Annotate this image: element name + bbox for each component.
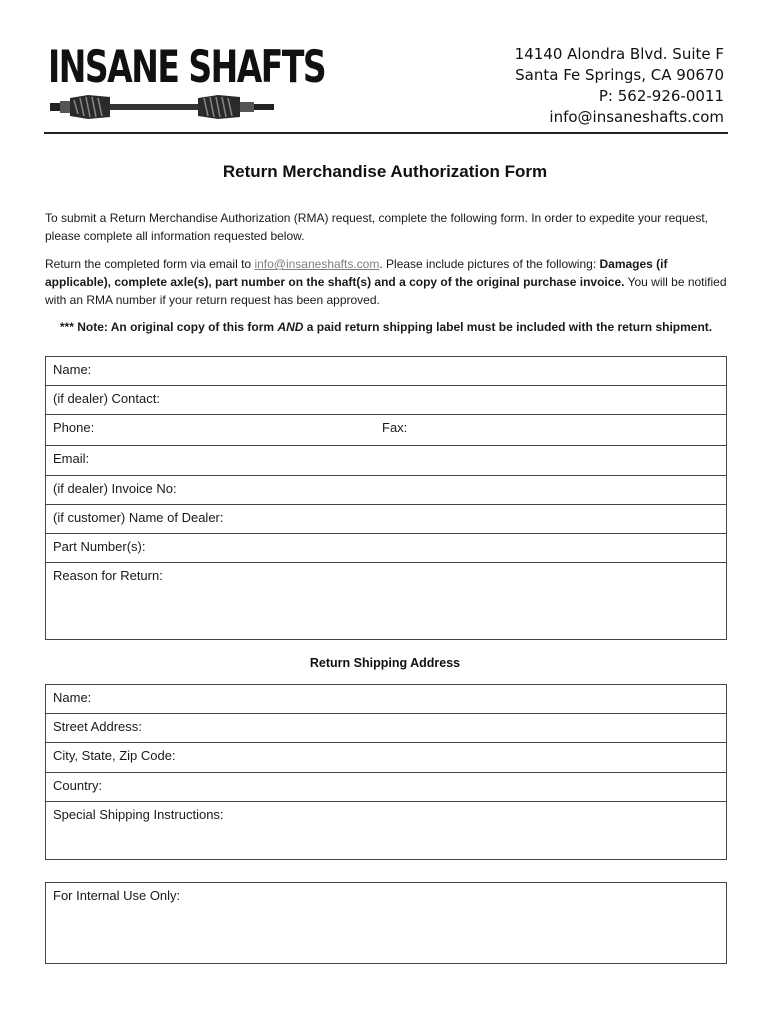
- contact-field[interactable]: [46, 386, 726, 415]
- country-field[interactable]: [46, 773, 726, 802]
- ship-name-label: Name:: [53, 690, 92, 705]
- city-field[interactable]: [46, 743, 726, 773]
- email-field[interactable]: [46, 446, 726, 476]
- invoice-field[interactable]: [46, 476, 726, 505]
- address-line-1: 14140 Alondra Blvd. Suite F: [514, 45, 724, 63]
- note-text-a: *** Note: An original copy of this form: [59, 320, 278, 334]
- phone-label: Phone:: [53, 420, 95, 435]
- street-label: Street Address:: [53, 719, 142, 734]
- shipping-instructions-field[interactable]: [46, 802, 726, 859]
- reason-label: Reason for Return:: [53, 568, 163, 583]
- internal-use-box: [45, 882, 727, 964]
- email-link[interactable]: info@insaneshafts.com: [254, 257, 380, 271]
- name-field[interactable]: [46, 357, 726, 386]
- street-field[interactable]: [46, 714, 726, 743]
- insane-shafts-logo: [48, 40, 326, 120]
- country-label: Country:: [53, 778, 103, 793]
- phone-fax-row[interactable]: [46, 415, 726, 446]
- contact-block: [515, 44, 724, 128]
- shipping-heading: Return Shipping Address: [309, 656, 461, 670]
- instructions-text-c: You will be notified with an RMA number if your return request has been approved.: [45, 275, 727, 307]
- instructions-text-a: Return the completed form via email to: [45, 257, 255, 271]
- note-text-b: a paid return shipping label must be included with the return shipment.: [303, 320, 713, 334]
- dealer-name-field[interactable]: [46, 505, 726, 534]
- address-line-2: Santa Fe Springs, CA 90670: [515, 66, 724, 84]
- note-emphasis: AND: [277, 320, 304, 334]
- logo-text: INSANE SHAFTS: [48, 40, 326, 93]
- axle-shaft-icon: [48, 94, 280, 120]
- fax-label: Fax:: [382, 420, 408, 435]
- intro-paragraph: To submit a Return Merchandise Authorization (RMA) request, complete the following form. In order to expedite your request, please complete all information requested below.: [45, 211, 708, 243]
- ship-name-field[interactable]: [46, 685, 726, 714]
- internal-use-label: For Internal Use Only:: [53, 888, 181, 903]
- customer-info-form: [45, 356, 727, 640]
- internal-use-field: [46, 883, 726, 963]
- shipping-instructions-label: Special Shipping Instructions:: [53, 807, 224, 822]
- dealer-name-label: (if customer) Name of Dealer:: [53, 510, 224, 525]
- instructions-bold-text: Damages (if applicable), complete axle(s), part number on the shaft(s) and a copy of the original purchase invoice.: [45, 257, 668, 289]
- email-label: Email:: [53, 451, 90, 466]
- reason-field[interactable]: [46, 563, 726, 639]
- contact-label: (if dealer) Contact:: [53, 391, 160, 406]
- part-numbers-field[interactable]: [46, 534, 726, 563]
- header-divider: [44, 132, 728, 134]
- phone-number: P: 562-926-0011: [598, 87, 724, 105]
- name-label: Name:: [53, 362, 92, 377]
- page-title: Return Merchandise Authorization Form: [222, 162, 548, 181]
- note-paragraph: [45, 318, 727, 336]
- instructions-paragraph: [45, 255, 727, 309]
- shipping-address-form: [45, 684, 727, 860]
- invoice-label: (if dealer) Invoice No:: [53, 481, 177, 496]
- instructions-text-b: . Please include pictures of the following:: [379, 257, 600, 271]
- contact-email: info@insaneshafts.com: [549, 108, 724, 126]
- city-label: City, State, Zip Code:: [53, 748, 176, 763]
- part-numbers-label: Part Number(s):: [53, 539, 146, 554]
